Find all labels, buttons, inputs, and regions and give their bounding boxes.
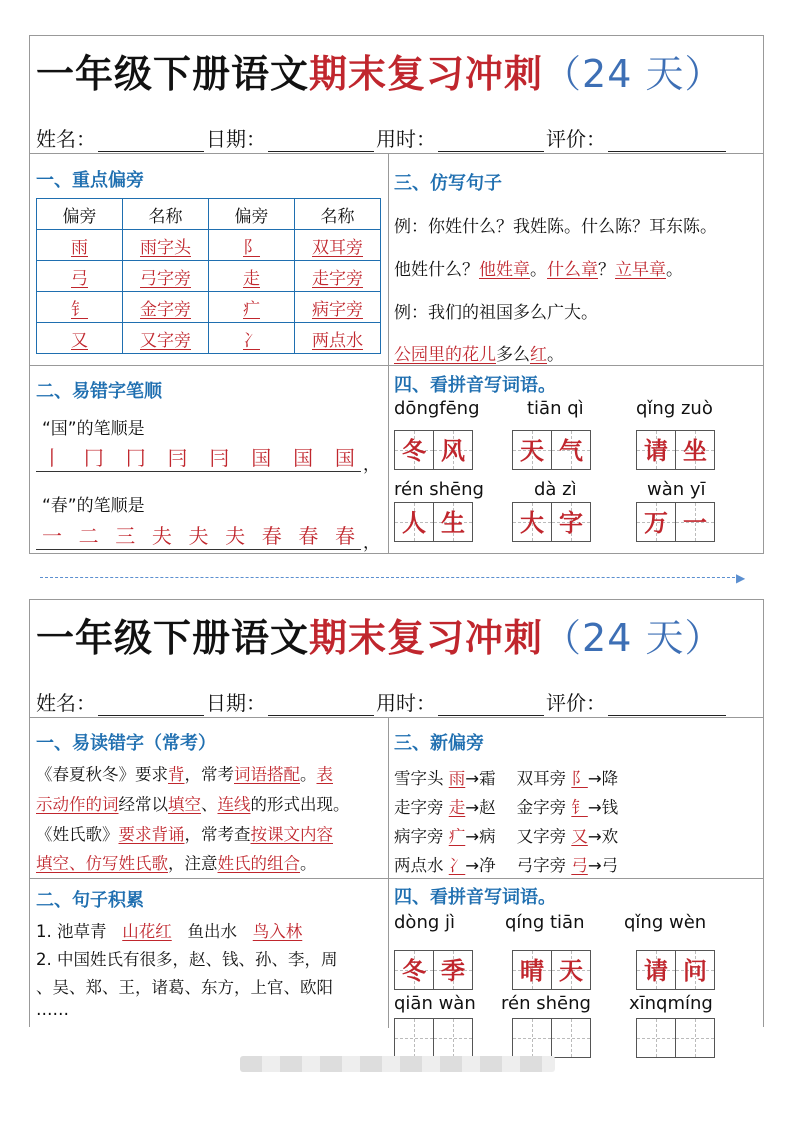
example-sentence-2: 例：我们的祖国多么广大。 (394, 303, 598, 323)
grid-char: 气 (559, 437, 583, 465)
grid-cell[interactable] (636, 1018, 676, 1058)
table-header: 偏旁 (209, 199, 295, 230)
grid-char: 一 (683, 509, 707, 537)
divider (388, 717, 389, 1028)
grid-cell[interactable] (394, 950, 434, 990)
table-header: 名称 (123, 199, 209, 230)
grid-cell[interactable] (551, 1018, 591, 1058)
example-sentence-1: 例：你姓什么？我姓陈。什么陈？耳东陈。 (394, 217, 717, 237)
grid-cell[interactable] (433, 502, 473, 542)
table-row (37, 261, 381, 292)
answer-text: 鸟入林 (252, 922, 303, 941)
table-cell: 走 (209, 261, 295, 292)
comma: ， (363, 533, 380, 553)
radical-row (394, 823, 618, 847)
grid-cell[interactable] (636, 430, 676, 470)
highlight-text: 按课文内容 (250, 825, 333, 844)
answer-text: 立早章 (615, 260, 666, 280)
writing-grid (394, 502, 472, 542)
radical-char: 冫 (448, 856, 466, 875)
stroke-step: 夫 (151, 524, 172, 548)
date-label: 日期： (206, 691, 266, 715)
name-label: 姓名： (36, 127, 96, 151)
section-title: 二、易错字笔顺 (36, 381, 162, 402)
table-cell: 两点水 (295, 323, 381, 354)
para-text: ，常考查 (184, 825, 251, 844)
table-header: 偏旁 (37, 199, 123, 230)
pinyin-label: qǐng wèn (624, 912, 707, 933)
grid-char: 冬 (402, 437, 426, 465)
radical-char: 钅 (571, 798, 588, 817)
stroke-step: 冃 (209, 446, 230, 470)
grid-cell[interactable] (394, 430, 434, 470)
student-info-row (30, 114, 763, 152)
page-title (30, 36, 763, 112)
blurred-watermark (240, 1056, 555, 1072)
time-field[interactable] (438, 131, 544, 152)
writing-grid (636, 950, 714, 990)
writing-grid (512, 1018, 590, 1058)
section-title: 四、看拼音写词语。 (394, 375, 556, 396)
student-info-row (30, 678, 763, 716)
highlight-text: 要求背诵 (118, 825, 185, 844)
grid-char: 请 (644, 437, 668, 465)
radical-char: 阝 (571, 769, 588, 788)
radical-result: →霜 (465, 769, 496, 788)
table-cell: 双耳旁 (295, 230, 381, 261)
section-title: 三、新偏旁 (394, 733, 484, 754)
radical-char: 雨 (448, 769, 466, 788)
title-part-1: 一年级下册语文 (36, 52, 310, 96)
grid-cell[interactable] (675, 1018, 715, 1058)
grid-char: 坐 (683, 437, 707, 465)
para-text: ，常考 (184, 765, 234, 784)
divider (30, 878, 763, 879)
para-text: 《姓氏歌》 (36, 825, 119, 844)
radical-row (394, 765, 618, 789)
highlight-text: 连线 (217, 795, 251, 814)
date-field[interactable] (268, 131, 374, 152)
stroke-step: 丨 (42, 446, 62, 470)
section-title: 二、句子积累 (36, 890, 144, 911)
stroke-step: 国 (293, 446, 314, 470)
grid-char: 季 (441, 957, 465, 985)
radical-name: 雪字头 (394, 769, 444, 788)
pinyin-label: wàn yī (647, 479, 706, 500)
verse-text: 鱼出水 (187, 922, 237, 941)
para-text: 经常以 (118, 795, 168, 814)
table-cell: 雨字头 (123, 230, 209, 261)
writing-grid (636, 430, 714, 470)
verse-text: 1. 池草青 (36, 922, 107, 941)
name-field[interactable] (98, 131, 204, 152)
table-row (37, 292, 381, 323)
table-cell: 雨 (37, 230, 123, 261)
grid-cell[interactable] (636, 950, 676, 990)
answer-text: 什么章 (547, 260, 598, 280)
stroke-question-2: “春”的笔顺是 (42, 496, 145, 516)
grid-cell[interactable] (394, 1018, 434, 1058)
table-cell: 病字旁 (295, 292, 381, 323)
stroke-step: 二 (78, 524, 99, 548)
paragraph-line (36, 760, 333, 789)
grid-char: 晴 (520, 957, 544, 985)
writing-grid (394, 430, 472, 470)
radical-name: 弓字旁 (516, 856, 567, 875)
table-cell: 金字旁 (123, 292, 209, 323)
radical-char: 疒 (448, 827, 466, 846)
table-cell: 又字旁 (123, 323, 209, 354)
verse-line: 2. 中国姓氏有很多，赵、钱、孙、李，周 (36, 950, 338, 969)
verse-line: 、吴、郑、王，诸葛、东方，上官、欧阳 (36, 978, 333, 997)
table-cell: 弓字旁 (123, 261, 209, 292)
writing-grid (512, 502, 590, 542)
radical-name: 病字旁 (394, 827, 444, 846)
table-cell: 走字旁 (295, 261, 381, 292)
highlight-text: 示动作的词 (36, 795, 119, 814)
table-cell: 阝 (209, 230, 295, 261)
grid-char: 请 (644, 957, 668, 985)
pinyin-label: qiān wàn (394, 993, 476, 1014)
grade-field[interactable] (608, 695, 726, 716)
stroke-step: 一 (42, 524, 62, 548)
grid-char: 字 (559, 509, 583, 537)
grid-char: 冬 (402, 957, 426, 985)
section-title: 一、重点偏旁 (36, 170, 144, 191)
sentence-text: 。 (530, 260, 547, 280)
pinyin-label: xīnqmíng (629, 993, 713, 1014)
grid-cell[interactable] (512, 1018, 552, 1058)
paragraph-line (36, 790, 350, 819)
grid-char: 问 (683, 957, 707, 985)
answer-text: 他姓章 (479, 260, 530, 280)
stroke-step: 夫 (225, 524, 246, 548)
worksheet-card-1 (29, 35, 764, 554)
stroke-step: 春 (261, 524, 282, 548)
date-field[interactable] (268, 695, 374, 716)
title-part-3: （24 天） (543, 616, 724, 660)
grade-field[interactable] (608, 131, 726, 152)
grid-char: 大 (520, 509, 544, 537)
grid-cell[interactable] (433, 1018, 473, 1058)
highlight-text: 表 (316, 765, 333, 784)
sentence-text: 多么 (496, 345, 530, 365)
grid-cell[interactable] (512, 430, 552, 470)
divider (388, 153, 389, 554)
table-cell: 弓 (37, 261, 123, 292)
answer-sentence-1 (394, 255, 683, 280)
radical-char: 走 (448, 798, 466, 817)
title-part-1: 一年级下册语文 (36, 616, 310, 660)
grid-cell[interactable] (636, 502, 676, 542)
radical-result: →钱 (587, 798, 619, 817)
grid-char: 生 (441, 509, 465, 537)
radical-result: →病 (465, 827, 496, 846)
divider (30, 365, 763, 366)
stroke-order-row-1 (36, 442, 361, 472)
stroke-question-1: “国”的笔顺是 (42, 419, 145, 439)
pinyin-label: rén shēng (394, 479, 484, 500)
verse-line (36, 918, 302, 942)
highlight-text: 词语搭配 (234, 765, 300, 784)
radical-char: 弓 (571, 856, 588, 875)
grade-label: 评价： (546, 691, 606, 715)
radical-name: 双耳旁 (516, 769, 567, 788)
table-row (37, 230, 381, 261)
pinyin-label: rén shēng (501, 993, 591, 1014)
highlight-text: 填空 (168, 795, 201, 814)
sentence-text: 。 (547, 345, 564, 365)
paragraph-line (36, 849, 317, 878)
radical-name: 走字旁 (394, 798, 444, 817)
pinyin-label: tiān qì (527, 398, 584, 419)
writing-grid (512, 950, 590, 990)
radical-result: →欢 (587, 827, 619, 846)
para-text: 、 (201, 795, 218, 814)
grid-cell[interactable] (433, 950, 473, 990)
comma: ， (363, 455, 380, 475)
page-title (30, 600, 763, 676)
grid-char: 风 (441, 437, 465, 465)
grid-cell[interactable] (551, 950, 591, 990)
page-divider-arrow (40, 577, 740, 578)
name-label: 姓名： (36, 691, 96, 715)
grid-char: 人 (402, 509, 426, 537)
grid-cell[interactable] (551, 502, 591, 542)
para-text: 的形式出现。 (250, 795, 350, 814)
grid-cell[interactable] (433, 430, 473, 470)
sentence-text: 。 (666, 260, 683, 280)
highlight-text: 填空、仿写姓氏歌 (36, 854, 168, 873)
writing-grid (394, 1018, 472, 1058)
time-label: 用时： (376, 127, 436, 151)
title-part-2: 期末复习冲刺 (309, 52, 544, 96)
paragraph-line (36, 820, 333, 849)
date-label: 日期： (206, 127, 266, 151)
section-title: 一、易读错字（常考） (36, 733, 216, 754)
table-cell: 冫 (209, 323, 295, 354)
highlight-text: 姓氏的组合 (217, 854, 300, 873)
answer-text: 公园里的花儿 (394, 345, 496, 365)
divider (30, 153, 763, 154)
stroke-step: 国 (251, 446, 272, 470)
radical-result: →弓 (587, 856, 619, 875)
title-part-3: （24 天） (543, 52, 724, 96)
time-label: 用时： (376, 691, 436, 715)
radical-char: 又 (571, 827, 588, 846)
grade-label: 评价： (546, 127, 606, 151)
grid-cell[interactable] (394, 502, 434, 542)
radical-table (36, 198, 381, 354)
stroke-step: 夫 (188, 524, 209, 548)
table-cell: 疒 (209, 292, 295, 323)
pinyin-label: dà zì (534, 479, 577, 500)
grid-char: 天 (520, 437, 544, 465)
stroke-step: 三 (115, 524, 136, 548)
writing-grid (394, 950, 472, 990)
pinyin-label: dòng jì (394, 912, 455, 933)
para-text: 。 (300, 854, 317, 873)
sentence-text: 他姓什么？ (394, 260, 479, 280)
grid-cell[interactable] (675, 950, 715, 990)
worksheet-card-2 (29, 599, 764, 1027)
para-text: 。 (300, 765, 317, 784)
highlight-text: 背 (168, 765, 185, 784)
name-field[interactable] (98, 695, 204, 716)
section-title: 三、仿写句子 (394, 173, 502, 194)
radical-name: 两点水 (394, 856, 444, 875)
radical-row (394, 852, 618, 876)
writing-grid (512, 430, 590, 470)
answer-text: 红 (530, 345, 547, 365)
table-row (37, 323, 381, 354)
radical-result: →净 (465, 856, 496, 875)
answer-sentence-2 (394, 340, 564, 365)
grid-cell[interactable] (551, 430, 591, 470)
para-text: ，注意 (168, 854, 218, 873)
pinyin-label: dōngfēng (394, 398, 480, 419)
radical-row (394, 794, 618, 818)
verse-line: …… (36, 1000, 69, 1019)
radical-result: →降 (587, 769, 619, 788)
para-text: 《春夏秋冬》要求 (36, 765, 168, 784)
table-header-row (37, 199, 381, 230)
stroke-step: 冂 (125, 446, 146, 470)
table-cell: 钅 (37, 292, 123, 323)
section-title: 四、看拼音写词语。 (394, 887, 556, 908)
radical-result: →赵 (465, 798, 496, 817)
stroke-step: 冂 (83, 446, 104, 470)
grid-cell[interactable] (675, 502, 715, 542)
writing-grid (636, 502, 714, 542)
stroke-step: 春 (335, 524, 355, 548)
answer-text: 山花红 (122, 922, 172, 941)
stroke-order-row-2 (36, 520, 361, 550)
stroke-step: 春 (298, 524, 319, 548)
stroke-step: 冃 (167, 446, 188, 470)
grid-char: 天 (559, 957, 583, 985)
grid-cell[interactable] (512, 950, 552, 990)
radical-name: 金字旁 (516, 798, 567, 817)
arrow-right-icon: ▶ (736, 571, 746, 585)
sentence-text: ？ (598, 260, 615, 280)
stroke-step: 国 (334, 446, 355, 470)
table-cell: 又 (37, 323, 123, 354)
divider (30, 717, 763, 718)
writing-grid (636, 1018, 714, 1058)
time-field[interactable] (438, 695, 544, 716)
pinyin-label: qǐng zuò (636, 398, 713, 419)
pinyin-label: qíng tiān (505, 912, 585, 933)
grid-cell[interactable] (675, 430, 715, 470)
table-header: 名称 (295, 199, 381, 230)
grid-cell[interactable] (512, 502, 552, 542)
radical-name: 又字旁 (516, 827, 567, 846)
title-part-2: 期末复习冲刺 (309, 616, 544, 660)
grid-char: 万 (644, 509, 668, 537)
